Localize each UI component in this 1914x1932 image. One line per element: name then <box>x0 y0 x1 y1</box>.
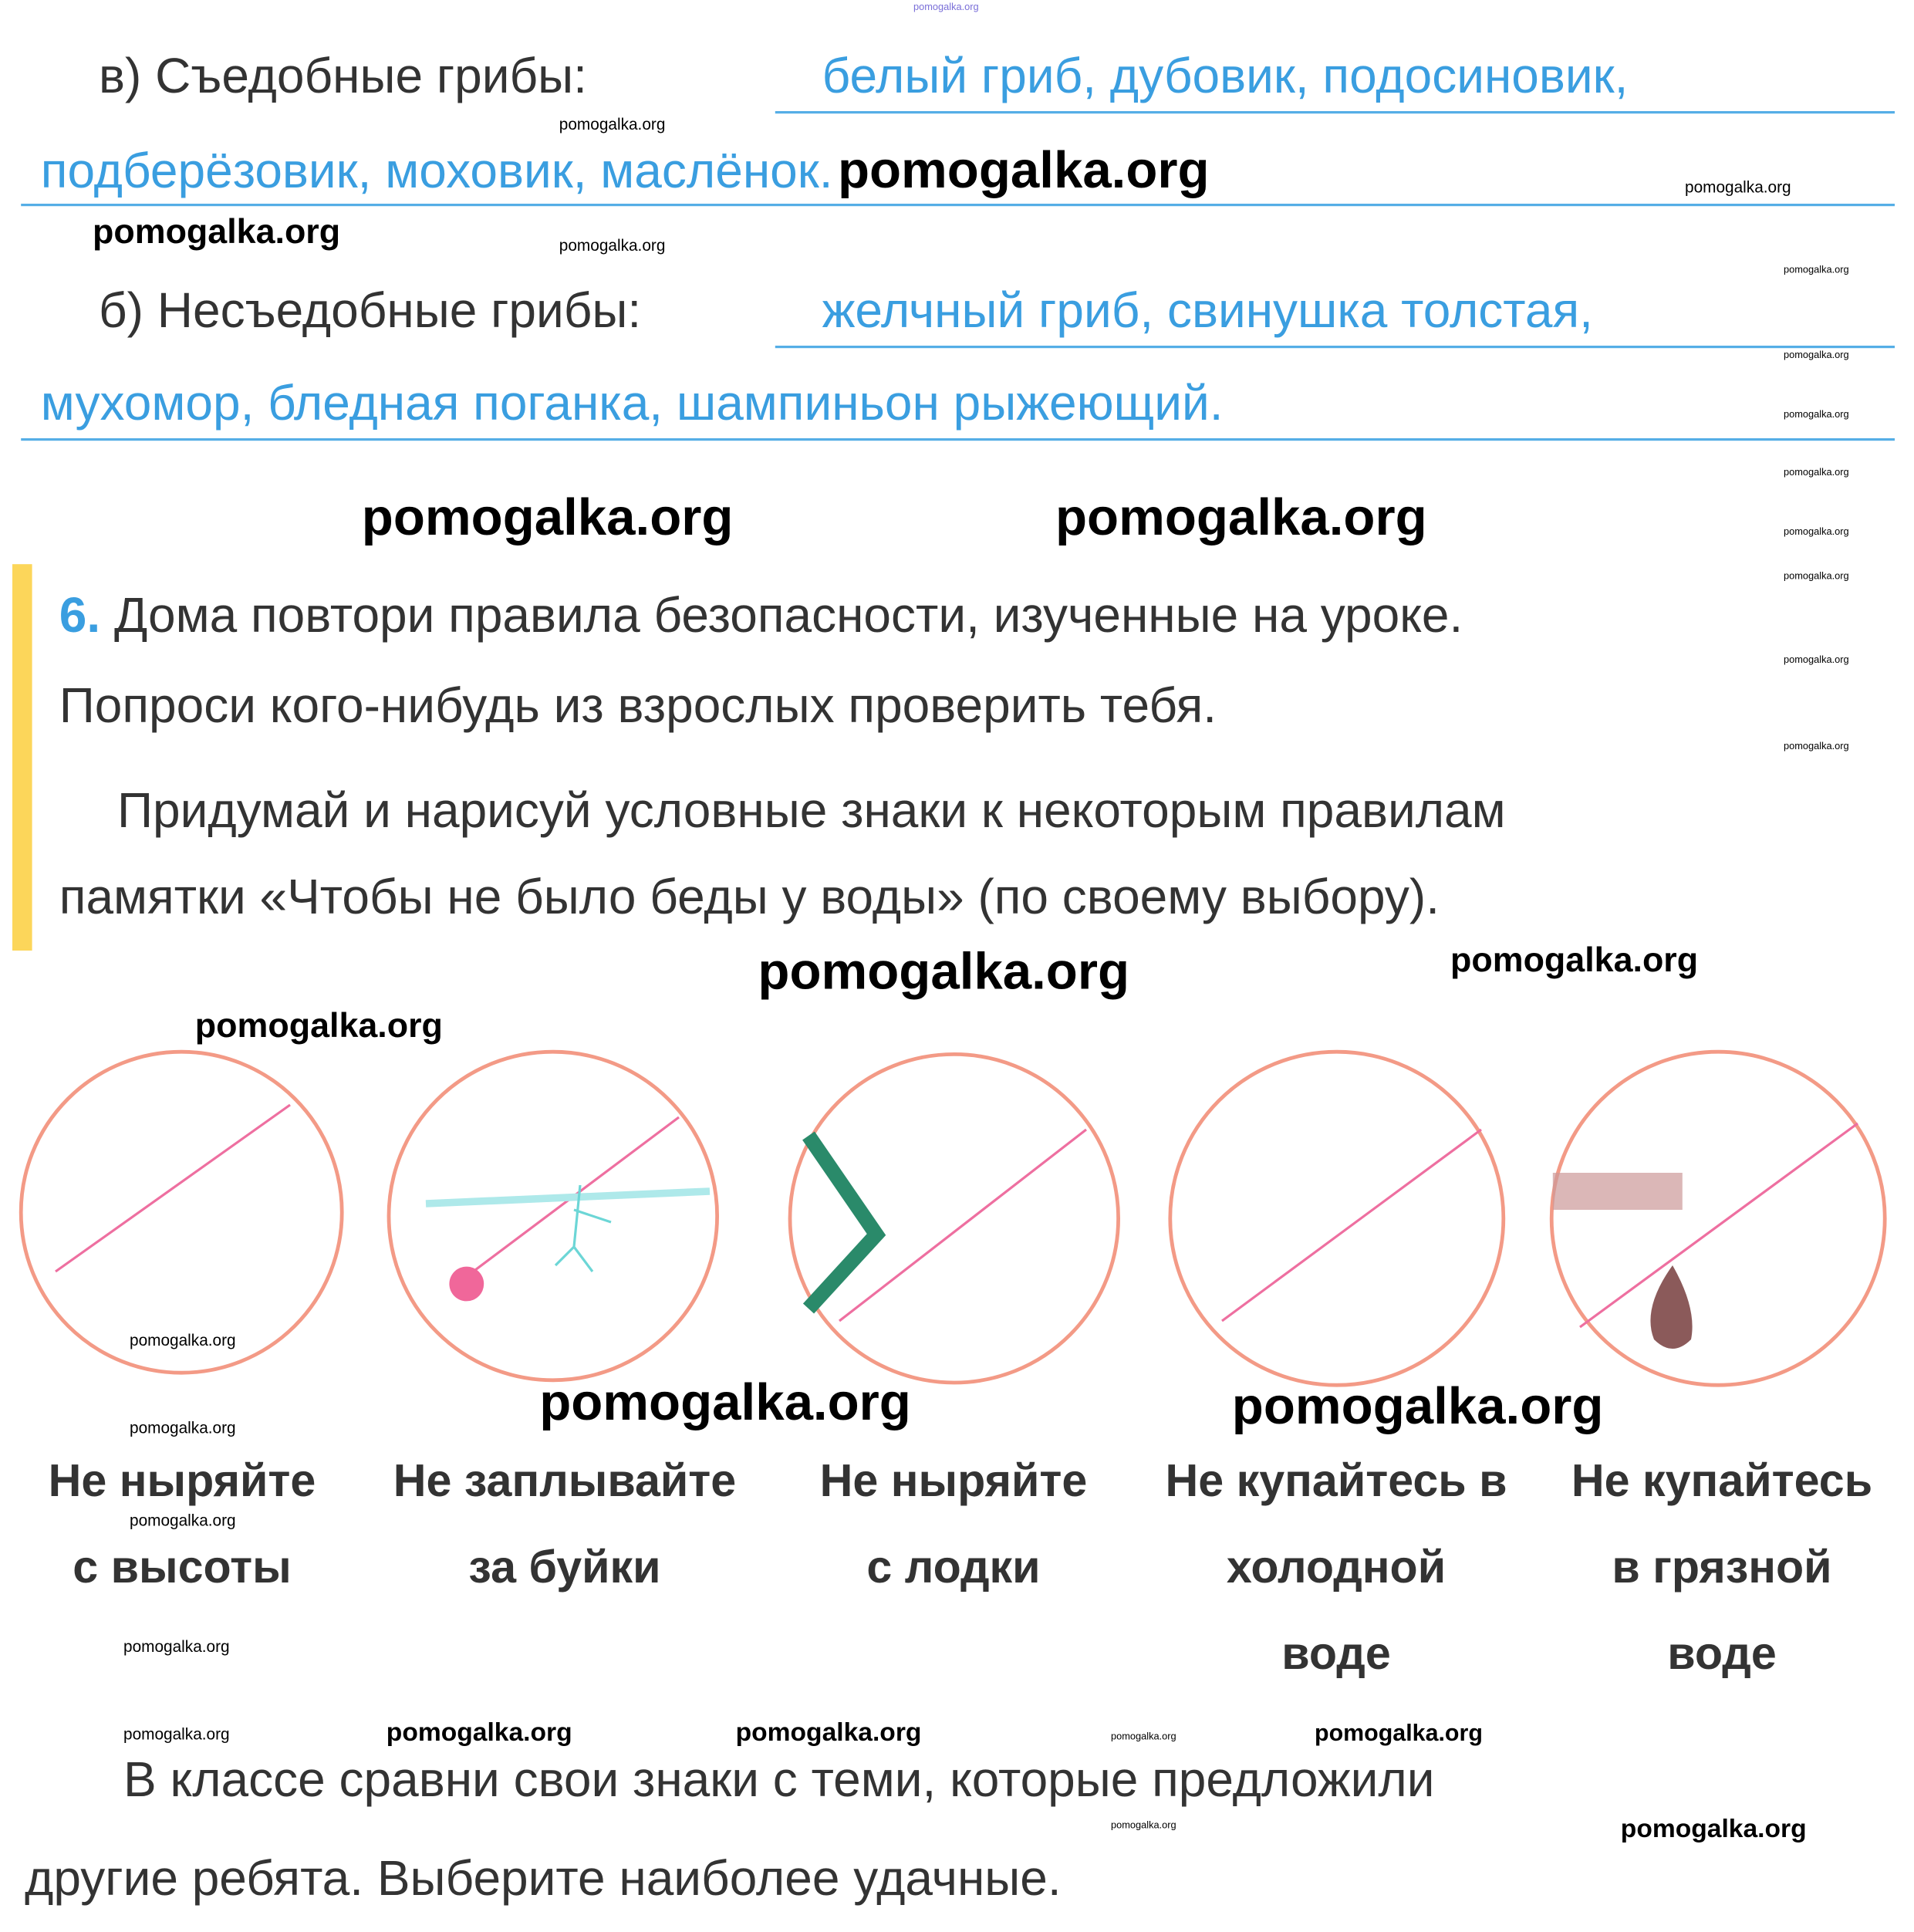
sign-dive-height <box>21 1052 342 1373</box>
answer-line <box>775 346 1895 348</box>
watermark: pomogalka.org <box>1784 408 1849 420</box>
task-marker-bar <box>12 564 32 951</box>
edible-answer-2-row <box>41 140 1210 200</box>
task-text-1: Дома повтори правила безопасности, изученные на уроке. <box>113 589 1463 643</box>
watermark: pomogalka.org <box>559 114 666 133</box>
task-number: 6. <box>59 589 101 643</box>
watermark: pomogalka.org <box>130 1330 236 1349</box>
sign-boat <box>790 1054 1119 1383</box>
answer-line <box>21 438 1895 441</box>
footer-text-1: В классе сравни свои знаки с теми, которые предложили <box>123 1753 1435 1808</box>
watermark: pomogalka.org <box>361 488 734 546</box>
watermark: pomogalka.org <box>1685 177 1791 197</box>
watermark: pomogalka.org <box>194 1006 443 1045</box>
watermark: pomogalka.org <box>913 1 979 12</box>
answer-line <box>21 204 1895 206</box>
watermark: pomogalka.org <box>130 1418 236 1437</box>
footer-text-2: другие ребята. Выберите наиболее удачные. <box>25 1852 1062 1907</box>
watermark: pomogalka.org <box>1620 1815 1807 1843</box>
sign-buoys <box>389 1052 717 1380</box>
watermark: pomogalka.org <box>386 1718 572 1747</box>
watermark: pomogalka.org <box>1111 1731 1176 1742</box>
sign-caption: Не купайтесь в грязной воде <box>1571 1455 1873 1679</box>
task-text-2: Попроси кого-нибудь из взрослых проверить тебя. <box>59 679 1217 734</box>
watermark: pomogalka.org <box>1784 741 1849 752</box>
watermark: pomogalka.org <box>1784 654 1849 666</box>
inedible-answer-2: мухомор, бледная поганка, шампиньон рыжеющий. <box>40 377 1224 431</box>
watermark: pomogalka.org <box>1111 1819 1176 1831</box>
watermark: pomogalka.org <box>130 1511 236 1530</box>
watermark: pomogalka.org <box>1315 1721 1483 1747</box>
watermark: pomogalka.org <box>559 235 666 255</box>
watermark: pomogalka.org <box>758 941 1130 1000</box>
inedible-label: б) Несъедобные грибы: <box>99 284 642 339</box>
watermark: pomogalka.org <box>1784 570 1849 582</box>
watermark: pomogalka.org <box>1784 349 1849 361</box>
sign-caption: Не купайтесь в холодной воде <box>1165 1455 1507 1679</box>
watermark: pomogalka.org <box>123 1724 230 1744</box>
sign-dirty-water <box>1551 1052 1885 1385</box>
sign-caption: Не ныряйте с лодки <box>819 1455 1088 1593</box>
task-text-3: Придумай и нарисуй условные знаки к некоторым правилам <box>117 784 1506 839</box>
watermark: pomogalka.org <box>1784 525 1849 537</box>
edible-answer-1: белый гриб, дубовик, подосиновик, <box>822 49 1629 104</box>
watermark: pomogalka.org <box>1450 941 1699 979</box>
watermark: pomogalka.org <box>1784 264 1849 275</box>
signs-drawings <box>0 1025 1914 1395</box>
edible-label: в) Съедобные грибы: <box>99 49 587 104</box>
watermark: pomogalka.org <box>123 1636 230 1656</box>
edible-answer-2: подберёзовик, моховик, маслёнок. <box>40 144 833 199</box>
sign-caption: Не заплывайте за буйки <box>393 1455 737 1593</box>
inedible-answer-1: желчный гриб, свинушка толстая, <box>822 284 1593 339</box>
watermark: pomogalka.org <box>1784 466 1849 478</box>
sign-caption: Не ныряйте с высоты <box>48 1455 316 1593</box>
watermark: pomogalka.org <box>1055 488 1427 546</box>
watermark: pomogalka.org <box>539 1373 911 1431</box>
answer-line <box>775 111 1895 113</box>
watermark: pomogalka.org <box>735 1718 922 1747</box>
watermark: pomogalka.org <box>93 212 341 251</box>
sign-cold-water <box>1170 1052 1504 1385</box>
watermark: pomogalka.org <box>1231 1376 1604 1435</box>
watermark: pomogalka.org <box>837 140 1210 199</box>
task-text-4: памятки «Чтобы не было беды у воды» (по своему выбору). <box>59 870 1440 925</box>
